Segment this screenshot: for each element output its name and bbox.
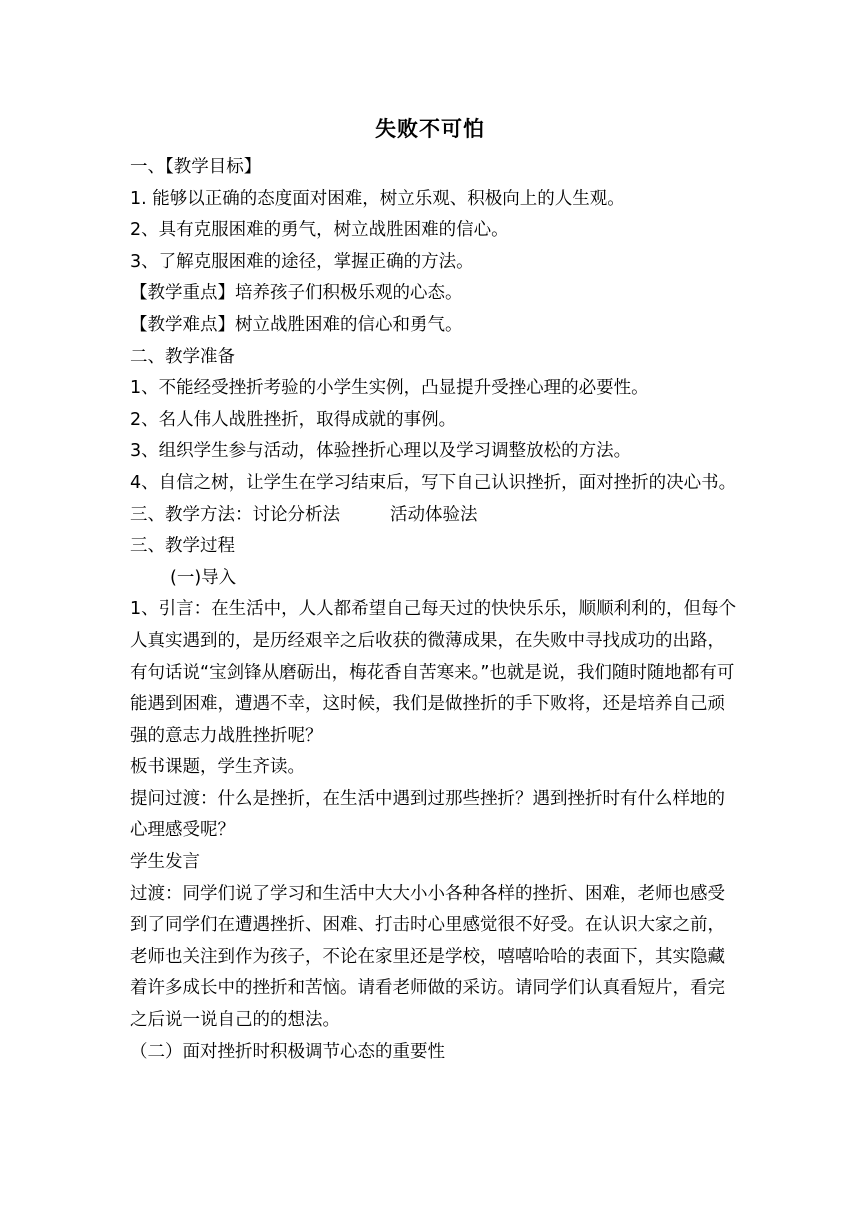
subsection-mindset: （二）面对挫折时积极调节心态的重要性 <box>130 1041 445 1062</box>
preparation-item: 1、不能经受挫折考验的小学生实例，凸显提升受挫心理的必要性。 <box>130 378 649 399</box>
student-speech: 学生发言 <box>130 852 200 873</box>
subsection-intro: (一)导入 <box>170 567 237 588</box>
preparation-item: 3、组织学生参与活动，体验挫折心理以及学习调整放松的方法。 <box>130 441 632 462</box>
objective-item: 2、具有克服困难的勇气，树立战胜困难的信心。 <box>130 220 509 241</box>
teaching-method-2: 活动体验法 <box>390 504 478 525</box>
objective-item: 3、了解克服困难的途径，掌握正确的方法。 <box>130 251 474 272</box>
key-point: 【教学重点】培养孩子们积极乐观的心态。 <box>130 283 463 304</box>
difficulty-point: 【教学难点】树立战胜困难的信心和勇气。 <box>130 314 463 335</box>
preparation-item: 2、名人伟人战胜挫折，取得成就的事例。 <box>130 409 457 430</box>
document-title: 失败不可怕 <box>375 117 485 141</box>
teaching-methods-label: 三、教学方法：讨论分析法 <box>130 504 340 525</box>
section-heading-process: 三、教学过程 <box>130 536 235 557</box>
transition-paragraph: 过渡：同学们说了学习和生活中大大小小各种各样的挫折、困难，老师也感受到了同学们在遭遇挫折、困难、打击时心里感觉很不好受。在认识大家之前，老师也关注到作为孩子，不论在家里还是学校，嘻嘻哈哈的表面下，其实隐藏着许多成长中的挫折和苦恼。请看老师做的采访。请同学们认真看短片，看完之后说一说自己的的想法。 <box>130 883 725 1031</box>
section-heading-preparation: 二、教学准备 <box>130 346 235 367</box>
objective-item: 1. 能够以正确的态度面对困难，树立乐观、积极向上的人生观。 <box>130 188 625 209</box>
section-heading-objectives: 一、【教学目标】 <box>130 157 262 177</box>
question-transition: 提问过渡：什么是挫折，在生活中遇到过那些挫折？遇到挫折时有什么样地的心理感受呢？ <box>130 788 725 841</box>
teaching-methods <box>130 500 738 532</box>
document-body <box>130 152 738 1068</box>
board-note: 板书课题，学生齐读。 <box>130 757 305 778</box>
preparation-item: 4、自信之树，让学生在学习结束后，写下自己认识挫折，面对挫折的决心书。 <box>130 472 737 493</box>
intro-paragraph: 1、引言：在生活中，人人都希望自己每天过的快快乐乐，顺顺利利的，但每个人真实遇到的，是历经艰辛之后收获的微薄成果，在失败中寻找成功的出路，有句话说“宝剑锋从磨砺出，梅花香自苦寒来。”也就是说，我们随时随地都有可能遇到困难，遭遇不幸，这时候，我们是做挫折的手下败将，还是培养自己顽强的意志力战胜挫折呢？ <box>130 599 737 746</box>
